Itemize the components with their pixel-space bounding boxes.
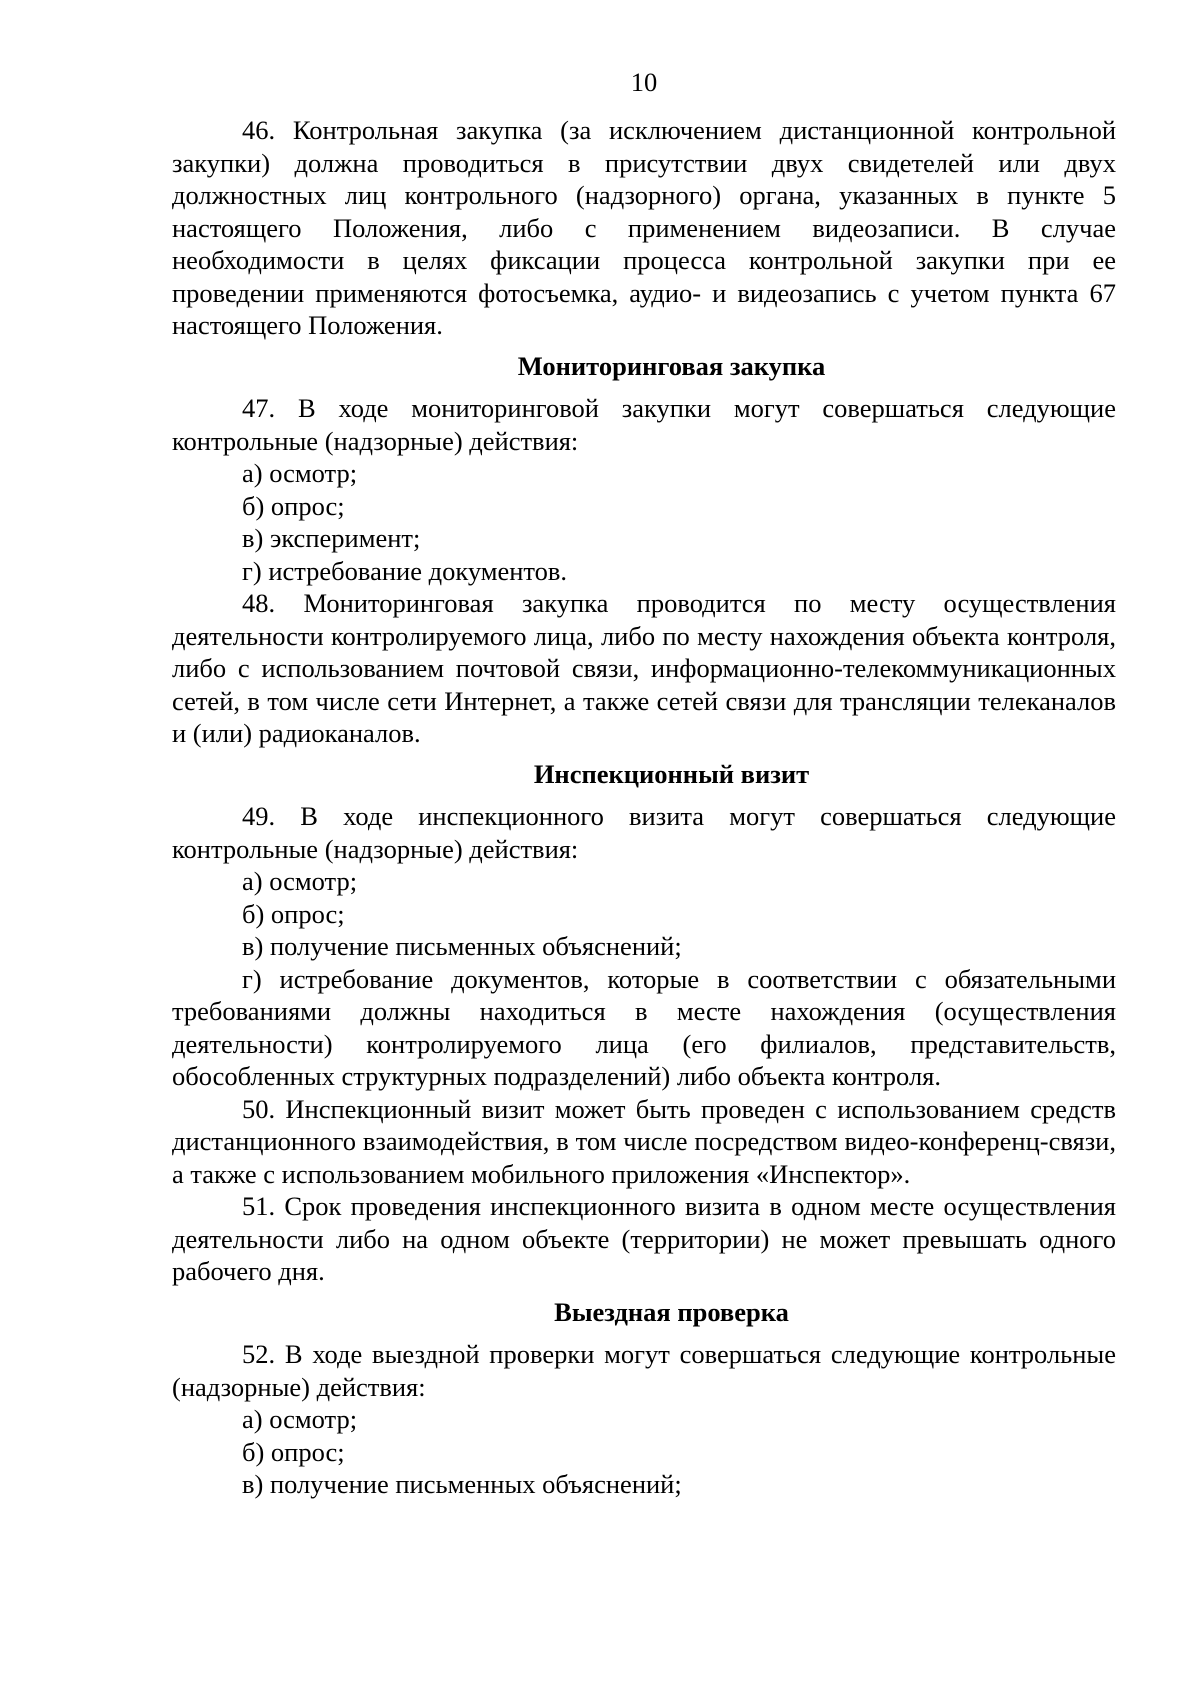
paragraph-50: 50. Инспекционный визит может быть проведен с использованием средств дистанционного взаимодействия, в том числе посредством видео-конференц-связи, а также с использованием мобильного приложения «Инспектор».: [172, 1093, 1116, 1189]
document-page: [172, 66, 1116, 1501]
list-item-52a: а) осмотр;: [242, 1404, 358, 1434]
paragraph-46: 46. Контрольная закупка (за исключением дистанционной контрольной закупки) должна проводиться в присутствии двух свидетелей или двух должностных лиц контрольного (надзорного) органа, указанных в пункте 5 настоящего Положения, либо с применением видеозаписи. В случае необходимости в целях фиксации процесса контрольной закупки при ее проведении применяются фотосъемка, аудио- и видеозапись с учетом пункта 67 настоящего Положения.: [172, 115, 1116, 340]
heading-inspection-visit: Инспекционный визит: [533, 758, 810, 789]
paragraph-47: 47. В ходе мониторинговой закупки могут совершаться следующие контрольные (надзорные) действия:: [172, 393, 1116, 456]
list-item-49c: в) получение письменных объяснений;: [242, 931, 682, 961]
list-item-49a: а) осмотр;: [242, 866, 358, 896]
list-item-47c: в) эксперимент;: [242, 523, 421, 553]
list-item-49d: г) истребование документов, которые в соответствии с обязательными требованиями должны находиться в месте нахождения (осуществления деятельности) контролируемого лица (его филиалов, представительств, обособленных структурных подразделений) либо объекта контроля.: [172, 963, 1116, 1091]
list-item-52b: б) опрос;: [242, 1436, 345, 1467]
list-item-47a: а) осмотр;: [242, 458, 358, 488]
heading-monitoring-purchase: Мониторинговая закупка: [517, 350, 826, 381]
list-item-47d: г) истребование документов.: [242, 555, 568, 586]
heading-field-inspection: Выездная проверка: [554, 1296, 789, 1327]
paragraph-52: 52. В ходе выездной проверки могут совершаться следующие контрольные (надзорные) действия:: [172, 1339, 1116, 1402]
paragraph-49: 49. В ходе инспекционного визита могут совершаться следующие контрольные (надзорные) действия:: [172, 801, 1116, 864]
document-body: [172, 114, 1116, 1501]
list-item-52c: в) получение письменных объяснений;: [242, 1469, 682, 1499]
list-item-49b: б) опрос;: [242, 898, 345, 929]
paragraph-48: 48. Мониторинговая закупка проводится по месту осуществления деятельности контролируемого лица, либо по месту нахождения объекта контроля, либо с использованием почтовой связи, информационно-телекоммуникационных сетей, в том числе сети Интернет, а также сетей связи для трансляции телеканалов и (или) радиоканалов.: [172, 588, 1116, 748]
list-item-47b: б) опрос;: [242, 490, 345, 521]
page-number: 10: [630, 67, 658, 97]
paragraph-51: 51. Срок проведения инспекционного визита в одном месте осуществления деятельности либо на одном объекте (территории) не может превышать одного рабочего дня.: [172, 1191, 1116, 1286]
